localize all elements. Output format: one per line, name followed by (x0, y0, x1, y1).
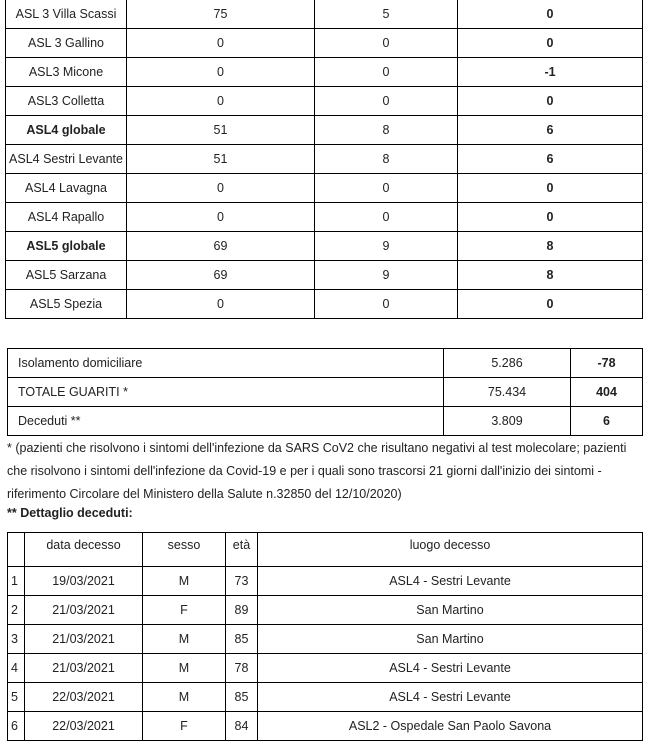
asl-value-3: 6 (458, 145, 643, 174)
death-date: 21/03/2021 (25, 596, 143, 625)
asl-row (6, 174, 643, 203)
asl-value-3: 0 (458, 87, 643, 116)
death-number: 5 (8, 683, 25, 712)
death-age: 89 (226, 596, 258, 625)
summary-label: TOTALE GUARITI * (8, 378, 444, 407)
death-date: 21/03/2021 (25, 625, 143, 654)
asl-value-3: 8 (458, 232, 643, 261)
asl-name: ASL4 Lavagna (6, 174, 127, 203)
asl-value-3: 0 (458, 29, 643, 58)
asl-value-1: 69 (127, 261, 315, 290)
deaths-header-row (8, 533, 643, 567)
death-row (8, 596, 643, 625)
asl-row (6, 290, 643, 319)
asl-name: ASL4 Sestri Levante (6, 145, 127, 174)
asl-row (6, 29, 643, 58)
death-date: 19/03/2021 (25, 567, 143, 596)
asl-row (6, 116, 643, 145)
summary-row (8, 349, 643, 378)
death-number: 6 (8, 712, 25, 741)
death-date: 21/03/2021 (25, 654, 143, 683)
summary-total: 5.286 (444, 349, 571, 378)
asl-name: ASL3 Colletta (6, 87, 127, 116)
asl-value-3: 0 (458, 174, 643, 203)
summary-total: 75.434 (444, 378, 571, 407)
death-row (8, 683, 643, 712)
asl-value-1: 51 (127, 145, 315, 174)
asl-value-2: 9 (315, 261, 458, 290)
header-age: età (226, 533, 258, 567)
asl-value-1: 0 (127, 290, 315, 319)
asl-row (6, 58, 643, 87)
asl-name: ASL 3 Villa Scassi (6, 0, 127, 29)
header-date: data decesso (25, 533, 143, 567)
summary-row (8, 378, 643, 407)
asl-name: ASL5 Sarzana (6, 261, 127, 290)
death-age: 78 (226, 654, 258, 683)
asl-value-3: 6 (458, 116, 643, 145)
summary-delta: 6 (571, 407, 643, 436)
asl-value-2: 5 (315, 0, 458, 29)
asl-name: ASL3 Micone (6, 58, 127, 87)
header-number (8, 533, 25, 567)
death-row (8, 654, 643, 683)
asl-value-1: 69 (127, 232, 315, 261)
death-sex: M (143, 654, 226, 683)
asl-value-3: -1 (458, 58, 643, 87)
asl-value-3: 8 (458, 261, 643, 290)
asl-name: ASL4 Rapallo (6, 203, 127, 232)
asl-row (6, 0, 643, 29)
asl-value-1: 0 (127, 29, 315, 58)
death-row (8, 567, 643, 596)
death-place: ASL2 - Ospedale San Paolo Savona (258, 712, 643, 741)
death-place: San Martino (258, 625, 643, 654)
death-sex: F (143, 596, 226, 625)
asl-value-2: 0 (315, 290, 458, 319)
death-place: ASL4 - Sestri Levante (258, 683, 643, 712)
summary-table (7, 348, 643, 436)
asl-value-2: 0 (315, 174, 458, 203)
death-row (8, 625, 643, 654)
asl-value-1: 0 (127, 87, 315, 116)
asl-name: ASL4 globale (6, 116, 127, 145)
footnote: * (pazienti che risolvono i sintomi dell'infezione da SARS CoV2 che risultano negativi al test molecolare; pazienti che risolvono i sintomi dell'infezione da Covid-19 e per i quali sono trascorsi 21 giorni dall'inizio dei sintomi - riferimento Circolare del Ministero della Salute n.32850 del 12/10/2020) (7, 441, 627, 501)
asl-value-3: 0 (458, 203, 643, 232)
death-sex: M (143, 683, 226, 712)
asl-value-2: 9 (315, 232, 458, 261)
death-place: ASL4 - Sestri Levante (258, 567, 643, 596)
death-date: 22/03/2021 (25, 683, 143, 712)
asl-value-2: 8 (315, 145, 458, 174)
death-sex: M (143, 625, 226, 654)
death-sex: F (143, 712, 226, 741)
asl-name: ASL5 globale (6, 232, 127, 261)
asl-value-2: 0 (315, 29, 458, 58)
death-place: ASL4 - Sestri Levante (258, 654, 643, 683)
asl-value-3: 0 (458, 0, 643, 29)
summary-delta: -78 (571, 349, 643, 378)
death-number: 4 (8, 654, 25, 683)
deaths-table (7, 532, 643, 741)
header-place: luogo decesso (258, 533, 643, 567)
asl-row (6, 232, 643, 261)
asl-value-1: 0 (127, 58, 315, 87)
asl-value-2: 0 (315, 87, 458, 116)
asl-value-2: 0 (315, 203, 458, 232)
asl-row (6, 261, 643, 290)
asl-value-1: 51 (127, 116, 315, 145)
asl-row (6, 145, 643, 174)
summary-delta: 404 (571, 378, 643, 407)
asl-value-1: 0 (127, 174, 315, 203)
summary-row (8, 407, 643, 436)
asl-table (5, 0, 643, 319)
death-row (8, 712, 643, 741)
asl-value-3: 0 (458, 290, 643, 319)
asl-name: ASL5 Spezia (6, 290, 127, 319)
deaths-heading: ** Dettaglio deceduti: (7, 506, 133, 520)
death-age: 73 (226, 567, 258, 596)
death-date: 22/03/2021 (25, 712, 143, 741)
death-number: 2 (8, 596, 25, 625)
death-age: 85 (226, 625, 258, 654)
asl-value-2: 0 (315, 58, 458, 87)
death-sex: M (143, 567, 226, 596)
summary-label: Deceduti ** (8, 407, 444, 436)
asl-row (6, 87, 643, 116)
asl-value-1: 0 (127, 203, 315, 232)
death-number: 1 (8, 567, 25, 596)
asl-row (6, 203, 643, 232)
asl-name: ASL 3 Gallino (6, 29, 127, 58)
death-age: 85 (226, 683, 258, 712)
death-age: 84 (226, 712, 258, 741)
header-sex: sesso (143, 533, 226, 567)
summary-total: 3.809 (444, 407, 571, 436)
asl-value-1: 75 (127, 0, 315, 29)
asl-value-2: 8 (315, 116, 458, 145)
death-number: 3 (8, 625, 25, 654)
summary-label: Isolamento domiciliare (8, 349, 444, 378)
death-place: San Martino (258, 596, 643, 625)
